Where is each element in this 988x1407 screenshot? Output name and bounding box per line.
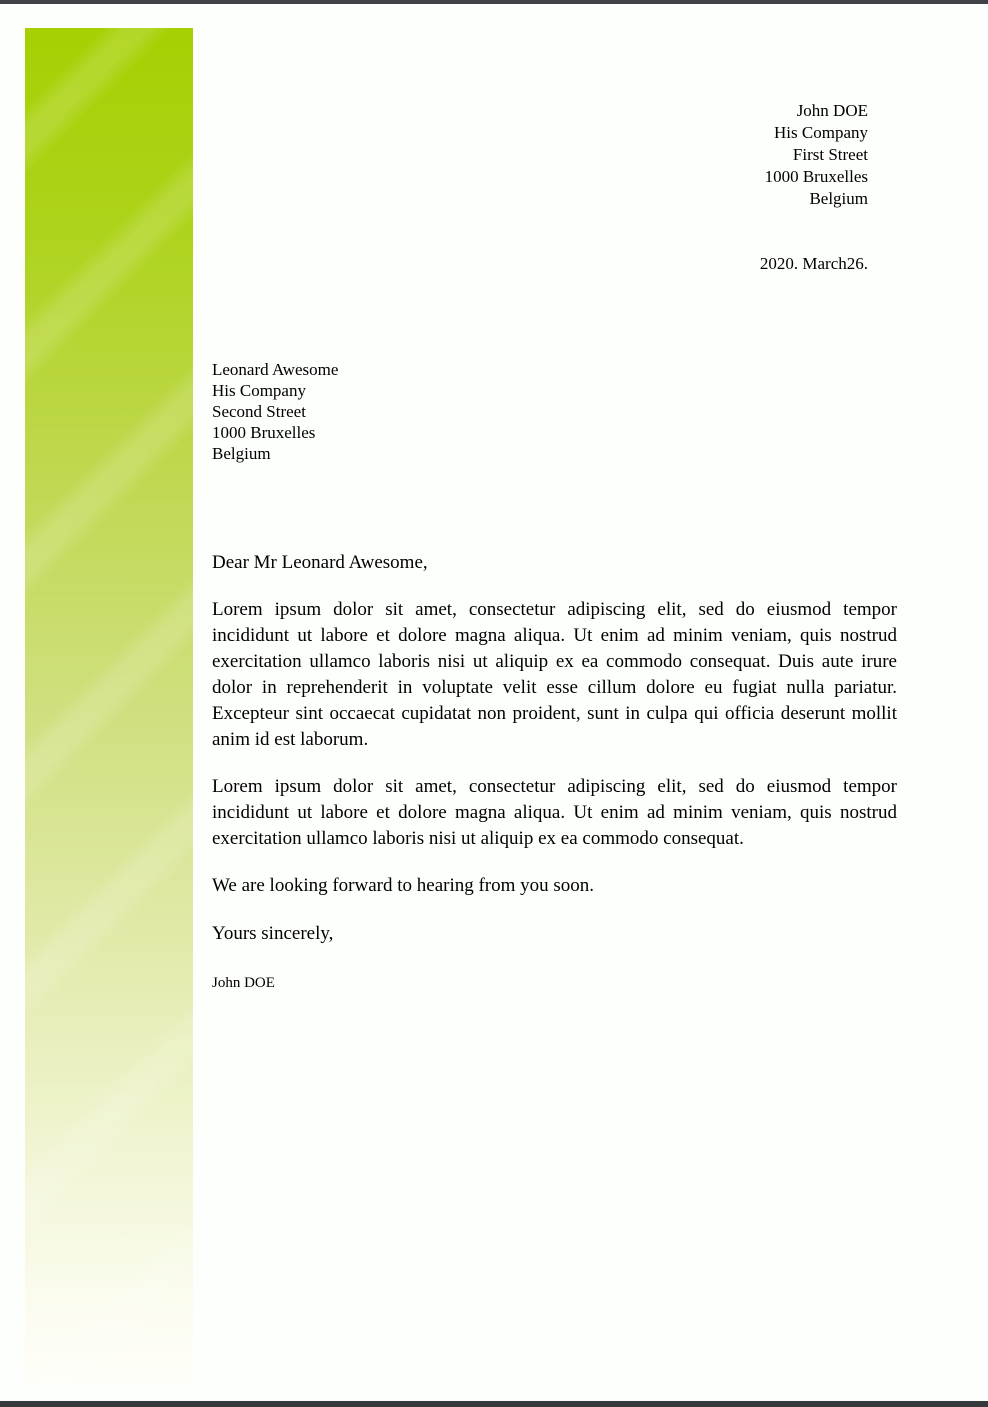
recipient-street: Second Street (212, 402, 306, 421)
sender-street: First Street (792, 145, 868, 164)
recipient-address-block (212, 359, 338, 464)
closing-line: We are looking forward to hearing from you soon. (212, 875, 595, 896)
sender-name: John DOE (796, 101, 868, 120)
recipient-country: Belgium (212, 444, 271, 463)
letter-body (212, 550, 897, 994)
valediction: Yours sincerely, (212, 923, 334, 944)
sender-company: His Company (774, 123, 868, 142)
salutation: Dear Mr Leonard Awesome, (212, 552, 428, 573)
page-frame-top (0, 0, 988, 4)
body-paragraph-2: Lorem ipsum dolor sit amet, consectetur adipiscing elit, sed do eiusmod tempor incididunt ut labore et dolore magna aliqua. Ut enim ad minim veniam, quis nostrud exercitation ullamco laboris nisi ut aliquip ex ea commodo consequat. (212, 776, 897, 849)
sender-address-block (765, 100, 868, 210)
signature-name: John DOE (212, 975, 275, 991)
sender-country: Belgium (809, 189, 868, 208)
sender-city: 1000 Bruxelles (764, 167, 868, 186)
recipient-company: His Company (212, 381, 306, 400)
green-gradient-accent-bar (25, 28, 193, 1384)
letter-date: 2020. March26. (759, 254, 868, 273)
body-paragraph-1: Lorem ipsum dolor sit amet, consectetur adipiscing elit, sed do eiusmod tempor incididunt ut labore et dolore magna aliqua. Ut enim ad minim veniam, quis nostrud exercitation ullamco laboris nisi ut aliquip ex ea commodo consequat. Duis aute irure dolor in reprehenderit in voluptate velit esse cillum dolore eu fugiat nulla pariatur. Excepteur sint occaecat cupidatat non proident, sunt in culpa qui officia deserunt mollit anim id est laborum. (212, 599, 897, 750)
recipient-name: Leonard Awesome (212, 360, 339, 379)
recipient-city: 1000 Bruxelles (212, 423, 316, 442)
page-frame-bottom (0, 1401, 988, 1407)
